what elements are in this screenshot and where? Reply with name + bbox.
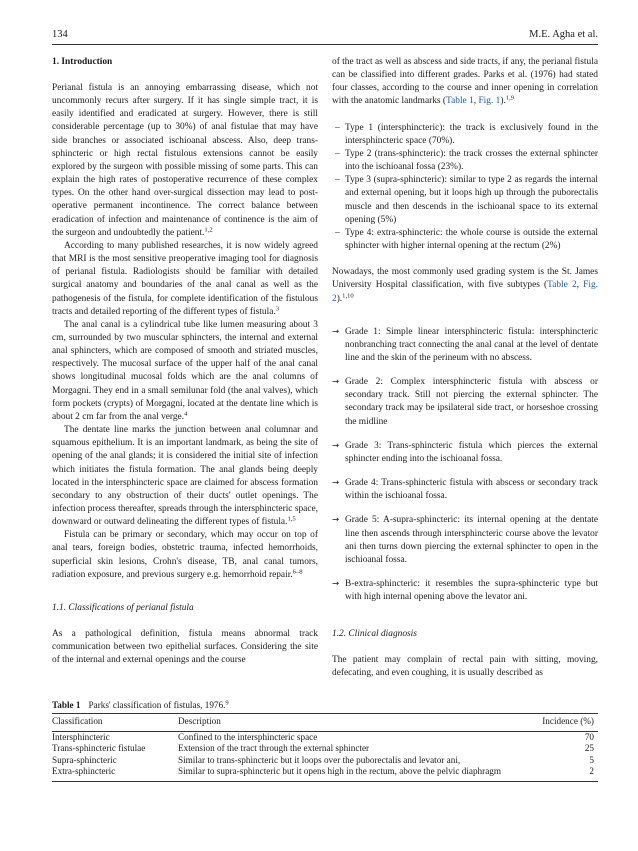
- citation[interactable]: 6–8: [292, 568, 303, 576]
- list-item: → Grade 1: Simple linear intersphincteric fistula: intersphincteric nonbranching tract connecting the anal canal at the level of dentate line and the skin of the perineum with no abscess.: [332, 326, 598, 365]
- table-bottom-rule: [52, 781, 598, 782]
- figure-link[interactable]: Fig. 2: [332, 280, 598, 304]
- citation[interactable]: 3: [275, 305, 280, 313]
- left-column: [52, 56, 318, 667]
- list-item: → B-extra-sphincteric: it resembles the supra-sphincteric type but with high internal opening above the levator ani.: [332, 578, 598, 604]
- table-cell: 25: [584, 743, 594, 754]
- table-link[interactable]: Table 1: [446, 96, 474, 107]
- header-rule: [52, 44, 598, 45]
- table-cell: 5: [589, 754, 594, 765]
- citation[interactable]: 1,2: [204, 226, 213, 234]
- page-number: 134: [52, 29, 68, 40]
- column-header: Description: [178, 716, 221, 726]
- right-column: [332, 56, 598, 681]
- table-cell: 70: [584, 731, 594, 742]
- table-cell: Trans-sphincteric fistulae: [52, 743, 146, 754]
- citation[interactable]: 1,10: [342, 291, 354, 299]
- parks-type-list: [332, 122, 598, 254]
- section-title-introduction: 1. Introduction: [52, 57, 113, 67]
- table-row: [52, 766, 598, 781]
- table-cell: Extra-sphincteric: [52, 766, 116, 777]
- subsection-title-clinical-diagnosis: 1.2. Clinical diagnosis: [332, 629, 417, 640]
- paragraph: As a pathological definition, fistula means abnormal track communication between two epithelial surfaces. Considering the site of the internal and external openings and the course: [52, 628, 318, 666]
- table-parks-classification: [52, 700, 598, 782]
- table-cell: Similar to supra-sphincteric but it opens high in the rectum, above the pelvic diaphragm: [178, 766, 502, 777]
- paragraph: Nowadays, the most commonly used grading system is the St. James University Hospital classification, with five subtypes (Table 2, Fig. 2).$^{1,10}$: [332, 267, 598, 304]
- table-row: [52, 743, 598, 755]
- paragraph: of the tract as well as abscess and side tracts, if any, the perianal fistula can be classified into different grades. Parks et al. (1976) had stated four classes, according to the course and inner opening in correlation with the anatomic landmarks (Table 1, Fig. 1).$^{1,9}$: [332, 57, 598, 107]
- citation[interactable]: 4: [184, 410, 188, 418]
- list-item: – Type 2 (trans-sphincteric): the track crosses the external sphincter into the ischioanal fossa (23%).: [332, 148, 598, 174]
- list-item: → Grade 4: Trans-sphincteric fistula with abscess or secondary track within the ischioanal fossa.: [332, 477, 598, 503]
- list-item: – Type 1 (intersphincteric): the track is exclusively found in the intersphincteric space (70%).: [332, 122, 598, 148]
- paragraph: Perianal fistula is an annoying embarrassing disease, which not uncommonly recurs after surgery. If it has single simple tract, it is easily identified and eradicated at surgery. However, there is still considerable percentage (up to 30%) of anal fistulae that may have side branches or associated ischioanal abscess. Also, deep trans-sphincteric or high rectal fistulous extensions cannot be easily explored by the surgeon with possible missing of some parts. This can explain the high rates of postoperative recurrence of these complex types. On the other hand over-surgical dissection may lead to post-operative permanent incontinence. The correct balance between eradication of infection and maintenance of continence is the aim of the surgeon and undoubtedly the patient.$^{1,2}$: [52, 83, 318, 238]
- table-cell: Confined to the intersphincteric space: [178, 731, 318, 742]
- paragraph: The dentate line marks the junction between anal columnar and squamous epithelium. It is an important landmark, as being the site of opening of the anal glands; it is considered the initial site of infection which initiates the fistula formation. The anal glands being deeply located in the intersphincteric space are claimed for abscess formation secondary to any obstruction of their ducts' outlet openings. The infection process thereafter, spreads through the intersphincteric space, downward or outward delineating the different types of fistula.$^{1,5}$: [52, 425, 318, 528]
- list-item: – Type 3 (supra-sphincteric): similar to type 2 as regards the internal and external opening, but it loops high up through the puborectalis muscle and then descends in the ischioanal space to its external opening (5%): [332, 174, 598, 227]
- list-item: → Grade 3: Trans-sphincteric fistula which pierces the external sphincter ending into the ischioanal fossa.: [332, 440, 598, 466]
- column-header: Incidence (%): [542, 716, 594, 726]
- figure-link[interactable]: Fig. 1: [478, 96, 501, 107]
- table-cell: Supra-sphincteric: [52, 754, 117, 765]
- list-item: – Type 4: extra-sphincteric: the whole course is outside the external sphincter with higher internal opening at the rectum (2%): [332, 227, 598, 253]
- table-cell: Extension of the tract through the external sphincter: [178, 743, 370, 754]
- paragraph: According to many published researches, it is now widely agreed that MRI is the most sensitive preoperative imaging tool for diagnosis of perianal fistula. Radiologists should be familiar with detailed surgical anatomy and boundaries of the anal canal as well as the pathogenesis of the fistula, for complete identification of the fistulous tracts and detailed reporting of the different types of fistula.$^3$: [52, 240, 318, 317]
- paragraph: The anal canal is a cylindrical tube like lumen measuring about 3 cm, surrounded by two muscular sphincters, the internal and external anal sphincters, which are composed of smooth and striated muscles, respectively. The mucosal surface of the upper half of the anal canal shows longitudinal mucosal folds which are the anal columns of Morgagni. They end in a small semilunar fold (the anal valves), which form pockets (crypts) of Morgagni, located at the dentate line which is about 2 cm far from the anal verge.$^4$: [52, 319, 318, 422]
- citation[interactable]: 1,5: [287, 515, 296, 523]
- list-item: → Grade 2: Complex intersphincteric fistula with abscess or secondary track. Still not piercing the external sphincter. The secondary track may be ipsilateral side tract, or horseshoe crossing the midline: [332, 376, 598, 429]
- table-cell: 2: [589, 766, 594, 777]
- subsection-title-classifications: 1.1. Classifications of perianal fistula: [52, 602, 194, 613]
- paragraph: The patient may complain of rectal pain with sitting, moving, defecating, and even coughing, it is usually described as: [332, 655, 598, 679]
- list-item: → Grade 5: A-supra-sphincteric: its internal opening at the dentate line then ascends through intersphincteric course above the levator ani then turns down piercing the external sphincter to open in the ischioanal fossa.: [332, 514, 598, 567]
- table-caption: Table 1 Parks' classification of fistulas, 1976.$^9$: [52, 699, 229, 710]
- table-cell: Similar to trans-sphincteric but it loops over the puborectalis and levator ani,: [178, 754, 461, 765]
- st-james-grade-list: [332, 326, 598, 605]
- table-label: Table 1: [52, 700, 81, 710]
- table-header-row: [52, 714, 598, 731]
- table-link[interactable]: Table 2: [547, 280, 577, 291]
- paragraph: Fistula can be primary or secondary, which may occur on top of anal tears, foreign bodies, obstetric trauma, infected hemorrhoids, superficial skin lesions, Crohn's disease, TB, anal canal tumors, radiation exposure, and previous surgery e.g. hemorrhoid repair.$^{6-8}$: [52, 530, 318, 580]
- table-row: [52, 755, 598, 767]
- citation[interactable]: 9: [225, 699, 229, 707]
- column-header: Classification: [52, 716, 103, 726]
- citation[interactable]: 1,9: [505, 94, 515, 102]
- running-head-authors: M.E. Agha et al.: [529, 29, 598, 40]
- table-cell: Intersphincteric: [52, 731, 110, 742]
- table-row: [52, 732, 598, 744]
